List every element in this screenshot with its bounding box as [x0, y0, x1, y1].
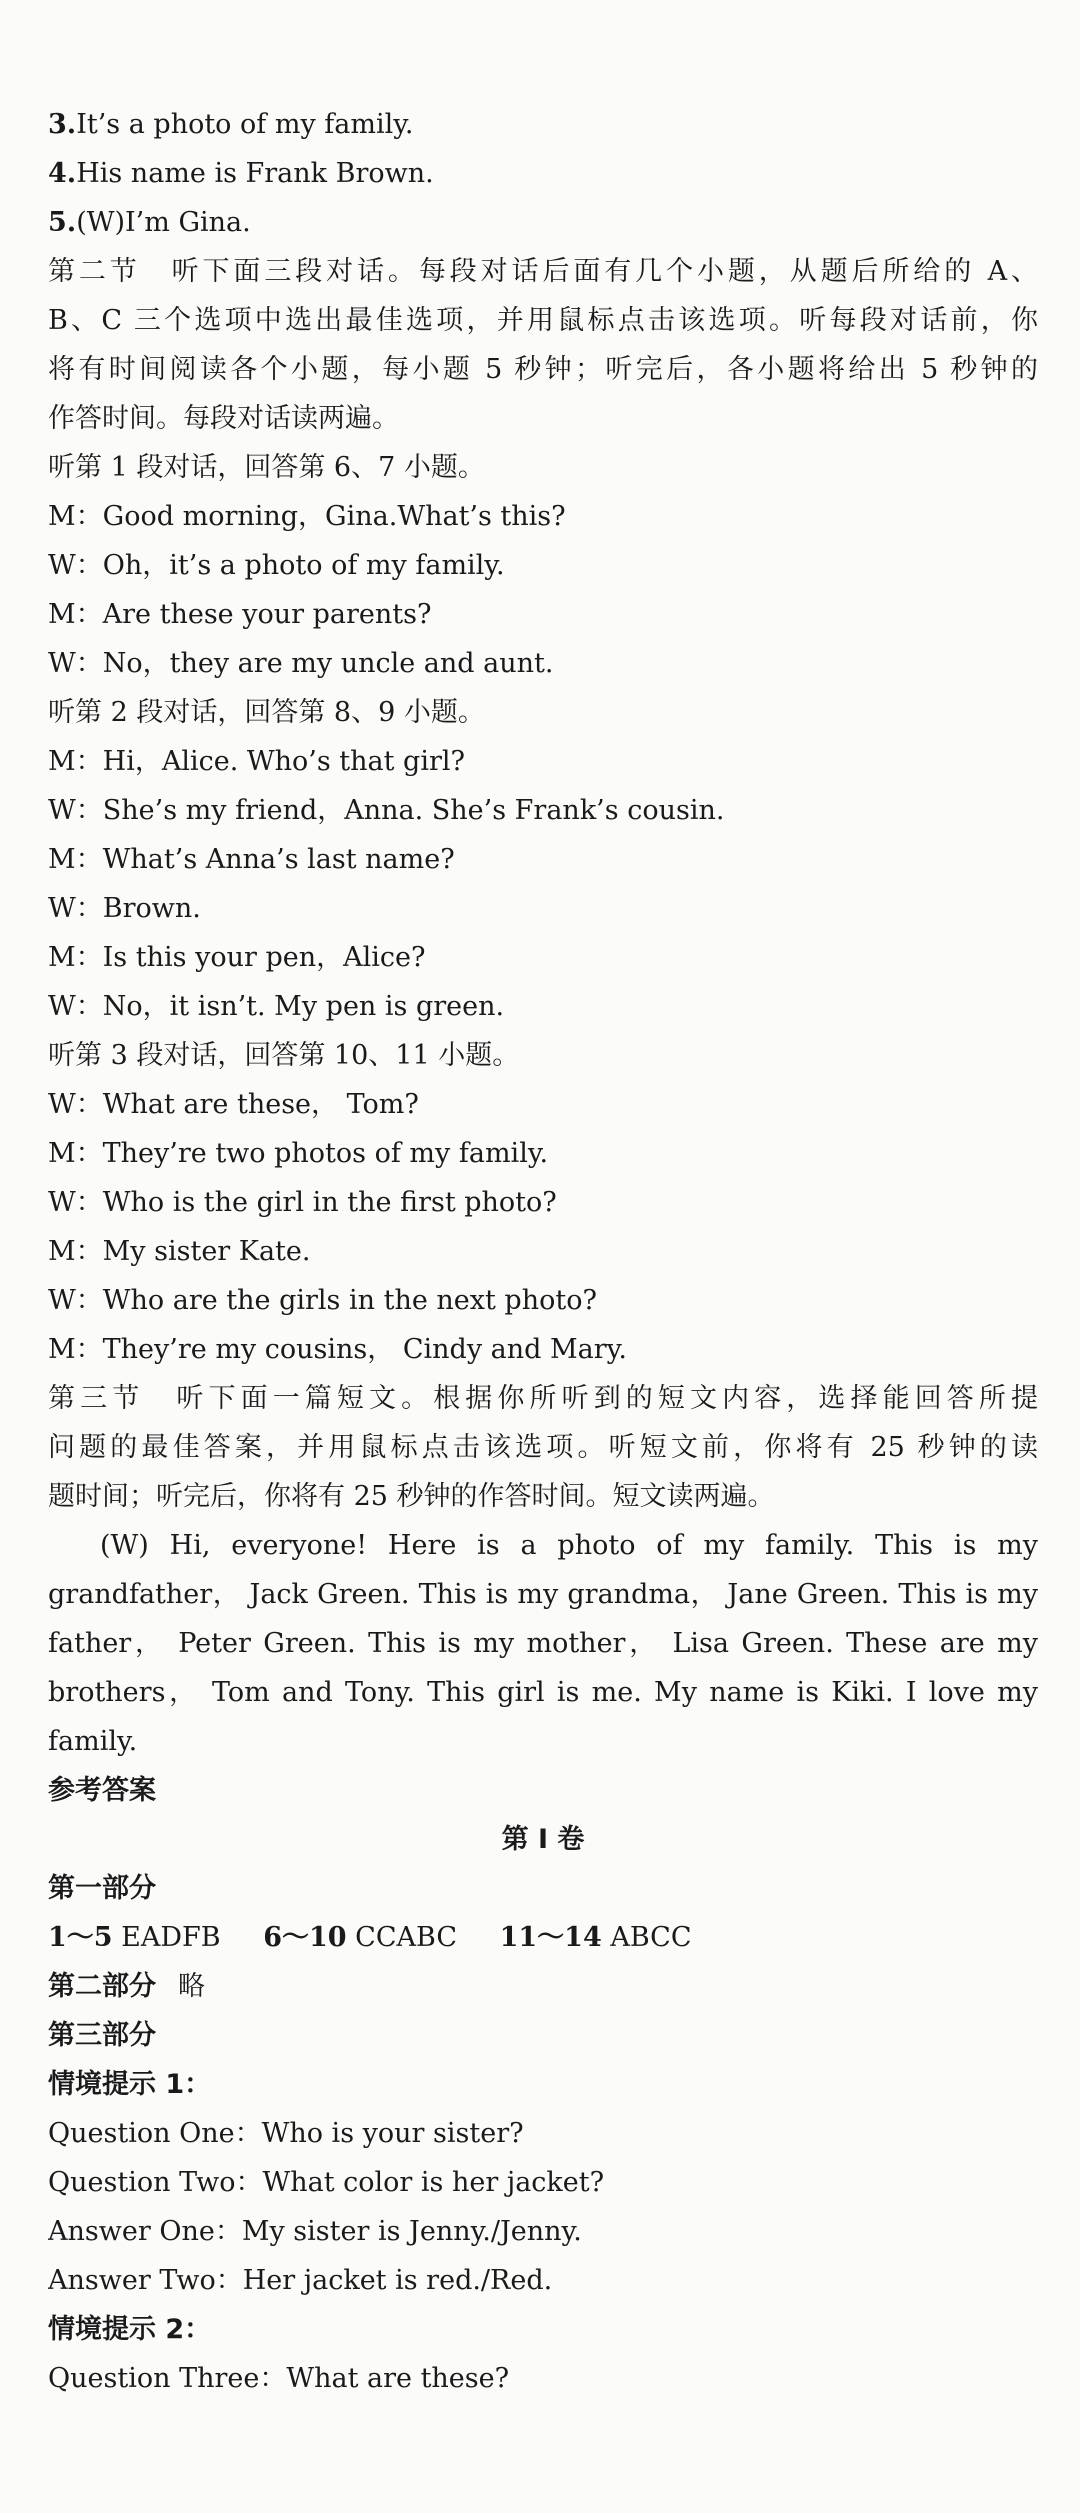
- dialogue-line: M：Is this your pen，Alice?: [48, 942, 426, 973]
- dialogue-line: W：What are these， Tom?: [48, 1089, 419, 1120]
- section2-line-3: 将有时间阅读各个小题，每小题 5 秒钟；听完后，各小题将给出 5 秒钟的: [48, 354, 1038, 385]
- passage-line-3: father， Peter Green. This is my mother， Lisa Green. These are my: [48, 1628, 1038, 1659]
- section2-line-4: 作答时间。每段对话读两遍。: [48, 403, 399, 434]
- dialogue-line: M：Good morning，Gina.What’s this?: [48, 501, 566, 532]
- answer-range: 11～14: [499, 1922, 602, 1953]
- scene-line: Question Two：What color is her jacket?: [48, 2167, 605, 2198]
- dialogue-line: W：Oh，it’s a photo of my family.: [48, 550, 505, 581]
- part3-label: 第三部分: [48, 2020, 156, 2051]
- scene-line: Question Three：What are these?: [48, 2363, 510, 2394]
- section3-line-2: 问题的最佳答案，并用鼠标点击该选项。听短文前，你将有 25 秒钟的读: [48, 1432, 1038, 1463]
- dialogue-line: M：Are these your parents?: [48, 599, 432, 630]
- passage-line-5: family.: [48, 1726, 138, 1757]
- answer-value: CCABC: [355, 1922, 457, 1953]
- dialogue-line: M：Hi，Alice. Who’s that girl?: [48, 746, 465, 777]
- dialogue-line: W：Who is the girl in the first photo?: [48, 1187, 557, 1218]
- dialogue-line: W：No，it isn’t. My pen is green.: [48, 991, 505, 1022]
- scene2-label: 情境提示 2：: [48, 2314, 212, 2345]
- part1-label: 第一部分: [48, 1873, 156, 1904]
- dialogue-line: W：Brown.: [48, 893, 201, 924]
- item-3: 3.It’s a photo of my family.: [48, 109, 414, 140]
- section2-line-1: 第二节 听下面三段对话。每段对话后面有几个小题，从题后所给的 A、: [48, 256, 1038, 287]
- answer-range: 6～10: [263, 1922, 347, 1953]
- answer-value: EADFB: [121, 1922, 221, 1953]
- passage-line-1: (W) Hi, everyone! Here is a photo of my family. This is my: [100, 1530, 1038, 1561]
- section3-line-3: 题时间；听完后，你将有 25 秒钟的作答时间。短文读两遍。: [48, 1481, 775, 1512]
- scene-line: Answer Two：Her jacket is red./Red.: [48, 2265, 553, 2296]
- answer-range: 1～5: [48, 1922, 113, 1953]
- answer-value: ABCC: [610, 1922, 692, 1953]
- dialogue-line: M：They’re my cousins， Cindy and Mary.: [48, 1334, 627, 1365]
- dialogue1-intro: 听第 1 段对话，回答第 6、7 小题。: [48, 452, 485, 483]
- passage-line-4: brothers， Tom and Tony. This girl is me. My name is Kiki. I love my: [48, 1677, 1038, 1708]
- part2-row: [48, 1962, 1038, 2011]
- part2-label: 第二部分: [48, 1971, 156, 2002]
- document-content: [48, 100, 1038, 2403]
- dialogue-line: M：My sister Kate.: [48, 1236, 311, 1267]
- dialogue-line: W：No，they are my uncle and aunt.: [48, 648, 554, 679]
- scene-line: Answer One：My sister is Jenny./Jenny.: [48, 2216, 582, 2247]
- volume-title: 第 I 卷: [501, 1824, 585, 1855]
- dialogue-line: M：What’s Anna’s last name?: [48, 844, 455, 875]
- answers-heading: 参考答案: [48, 1775, 156, 1806]
- item-5: 5.(W)I’m Gina.: [48, 207, 251, 238]
- dialogue-line: W：Who are the girls in the next photo?: [48, 1285, 597, 1316]
- part2-value: 略: [178, 1971, 205, 2002]
- section3-line-1: 第三节 听下面一篇短文。根据你所听到的短文内容，选择能回答所提: [48, 1383, 1038, 1414]
- part1-answers: [48, 1913, 1038, 1962]
- scene-line: Question One：Who is your sister?: [48, 2118, 524, 2149]
- passage-line-2: grandfather， Jack Green. This is my grandma， Jane Green. This is my: [48, 1579, 1038, 1610]
- dialogue-line: M：They’re two photos of my family.: [48, 1138, 549, 1169]
- item-4: 4.His name is Frank Brown.: [48, 158, 434, 189]
- scene1-label: 情境提示 1：: [48, 2069, 212, 2100]
- section2-line-2: B、C 三个选项中选出最佳选项，并用鼠标点击该选项。听每段对话前，你: [48, 305, 1038, 336]
- dialogue3-intro: 听第 3 段对话，回答第 10、11 小题。: [48, 1040, 520, 1071]
- dialogue2-intro: 听第 2 段对话，回答第 8、9 小题。: [48, 697, 485, 728]
- dialogue-line: W：She’s my friend，Anna. She’s Frank’s cousin.: [48, 795, 725, 826]
